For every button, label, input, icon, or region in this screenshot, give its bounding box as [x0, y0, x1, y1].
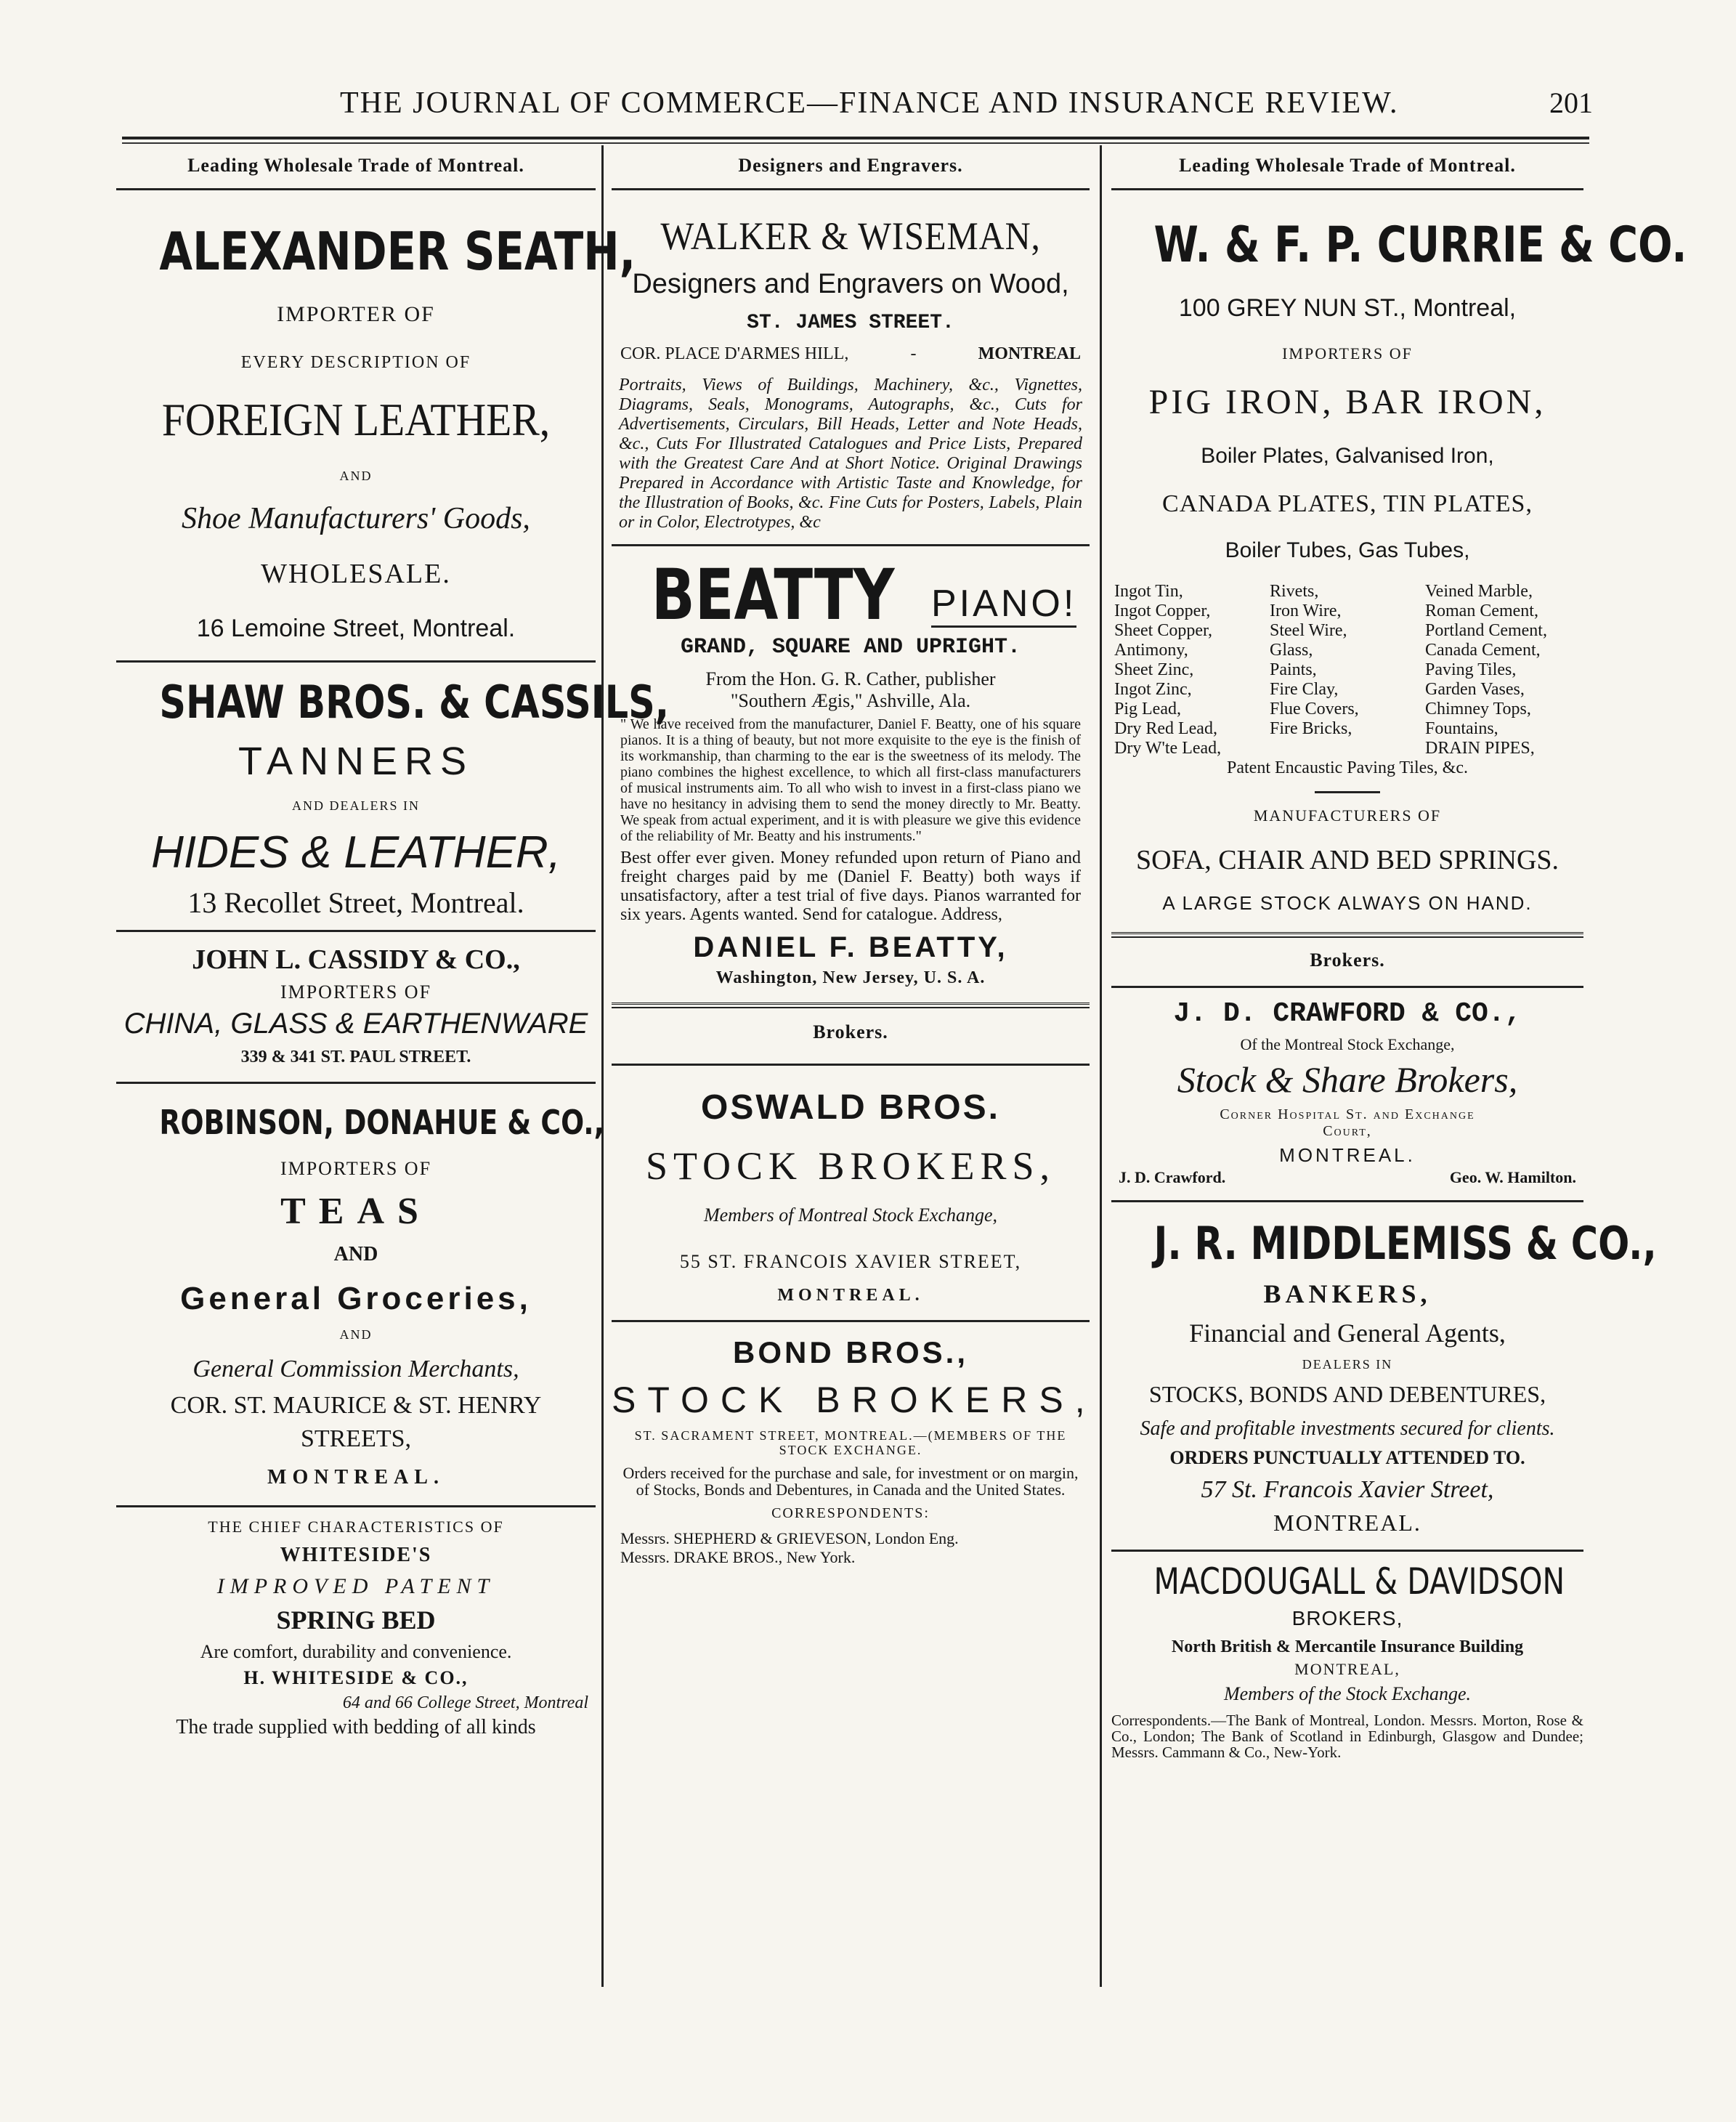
rule	[1111, 986, 1583, 988]
goods-item: Flue Covers,	[1270, 700, 1359, 718]
ad-line: ST. JAMES STREET.	[747, 312, 954, 334]
goods-col-2	[1270, 582, 1425, 758]
ad-line: STREETS,	[300, 1425, 412, 1452]
ad-address: 16 Lemoine Street, Montreal.	[196, 615, 516, 642]
ad-line: MONTREAL.	[1273, 1510, 1421, 1536]
ad-title: JOHN L. CASSIDY & CO.,	[192, 944, 520, 975]
page-number: 201	[1549, 86, 1593, 119]
header-rule	[122, 137, 1589, 139]
ad-line: North British & Mercantile Insurance Building	[1171, 1637, 1524, 1656]
middle-column	[612, 149, 1097, 1567]
goods-item: Steel Wire,	[1270, 621, 1347, 640]
ad-line: Patent Encaustic Paving Tiles, &c.	[1227, 758, 1468, 777]
ad-line: DEALERS IN	[1302, 1357, 1393, 1372]
ad-line: CHINA, GLASS & EARTHENWARE	[123, 1008, 588, 1040]
ad-address: 13 Recollet Street, Montreal.	[187, 886, 524, 919]
ad-address: 64 and 66 College Street, Montreal	[342, 1693, 588, 1712]
ad-body: Orders received for the purchase and sale, for investment or on margin, of Stocks, Bonds and Debentures, in Canada and the United States.	[622, 1464, 1079, 1499]
section-heading: Leading Wholesale Trade of Montreal.	[187, 155, 524, 176]
ad-walker-wiseman	[612, 195, 1090, 532]
ad-line: STOCK BROKERS,	[612, 1380, 1097, 1420]
ad-title: WALKER & WISEMAN,	[660, 214, 1041, 258]
ad-title: J. D. CRAWFORD & CO.,	[1173, 998, 1522, 1029]
column-divider	[601, 145, 604, 1987]
rule	[116, 188, 596, 190]
ad-line: MONTREAL.	[777, 1286, 924, 1305]
ad-line: PIG IRON, BAR IRON,	[1148, 383, 1546, 421]
ad-line: Of the Montreal Stock Exchange,	[1240, 1035, 1455, 1053]
rule	[612, 544, 1090, 546]
ad-title: WHITESIDE'S	[280, 1544, 432, 1566]
ad-line: CANADA PLATES, TIN PLATES,	[1162, 490, 1533, 517]
ad-title: OSWALD BROS.	[700, 1088, 1000, 1127]
rule	[1111, 1550, 1583, 1552]
section-heading: Brokers.	[813, 1021, 888, 1042]
ad-line: Boiler Plates, Galvanised Iron,	[1201, 444, 1494, 468]
ad-line: General Commission Merchants,	[192, 1356, 519, 1382]
ad-line: "Southern Ægis," Ashville, Ala.	[730, 690, 971, 711]
goods-item: Fire Bricks,	[1270, 719, 1352, 738]
ad-line: CORRESPONDENTS:	[771, 1505, 930, 1521]
ad-line: MONTREAL,	[1294, 1660, 1400, 1678]
goods-item: Antimony,	[1114, 641, 1188, 660]
ad-line: HIDES & LEATHER,	[151, 827, 561, 878]
ad-line: Corner Hospital St. and Exchange	[1220, 1106, 1475, 1122]
goods-item: Rivets,	[1270, 582, 1319, 601]
ad-line: STOCKS, BONDS AND DEBENTURES,	[1148, 1381, 1546, 1407]
ad-line: Members of the Stock Exchange.	[1223, 1683, 1472, 1704]
ad-address: 339 & 341 ST. PAUL STREET.	[240, 1048, 471, 1066]
ad-line: BANKERS,	[1263, 1279, 1432, 1308]
ad-line: SOFA, CHAIR AND BED SPRINGS.	[1135, 845, 1559, 875]
goods-item: DRAIN PIPES,	[1425, 739, 1535, 758]
goods-item: Roman Cement,	[1425, 602, 1538, 620]
section-heading: Leading Wholesale Trade of Montreal.	[1179, 155, 1516, 176]
rule	[116, 660, 596, 663]
rule	[612, 1320, 1090, 1322]
ad-line: IMPORTER OF	[277, 302, 435, 326]
ad-line: Financial and General Agents,	[1189, 1319, 1506, 1348]
running-head	[122, 86, 1593, 137]
ad-middlemiss	[1111, 1207, 1657, 1536]
ad-body: Portraits, Views of Buildings, Machinery, &c., Vignettes, Diagrams, Seals, Monograms, Autographs, &c., Cuts for Advertisements, Circulars, Bill Heads, Letter and Note Heads, &c., Cuts For Illustrated Catalogues and Price Lists, Prepared with the Greatest Care And at Short Notice. Original Drawings Prepared in Accordance with Artistic Taste and Knowledge, for the Illustration of Books, &c. Fine Cuts for Posters, Labels, Plain or in Color, Electrotypes, &c	[619, 376, 1082, 532]
ad-partners	[1111, 1168, 1583, 1187]
goods-item: Glass,	[1270, 641, 1313, 660]
rule	[116, 930, 596, 932]
goods-item: Portland Cement,	[1425, 621, 1547, 640]
goods-item: Iron Wire,	[1270, 602, 1342, 620]
ad-line: MONTREAL.	[1279, 1144, 1416, 1166]
goods-item: Canada Cement,	[1425, 641, 1541, 660]
ad-cassidy	[116, 936, 596, 1067]
ad-line: H. WHITESIDE & CO.,	[243, 1667, 469, 1688]
ad-line: THE CHIEF CHARACTERISTICS OF	[208, 1518, 504, 1536]
ad-title: J. R. MIDDLEMISS & CO.,	[1153, 1217, 1657, 1270]
goods-item: Ingot Zinc,	[1114, 680, 1192, 699]
address-part: MONTREAL	[978, 344, 1081, 363]
ad-line: Messrs. SHEPHERD & GRIEVESON, London Eng.	[620, 1529, 959, 1547]
ad-line: AND	[339, 469, 373, 483]
ad-line: EVERY DESCRIPTION OF	[240, 353, 471, 372]
goods-col-1	[1114, 582, 1270, 758]
ad-line: BROKERS,	[1291, 1607, 1403, 1629]
column-divider	[1100, 145, 1102, 1987]
piano-label: PIANO!	[931, 582, 1076, 628]
goods-col-3	[1425, 582, 1581, 758]
ad-line: Shoe Manufacturers' Goods,	[182, 502, 530, 535]
goods-list	[1111, 582, 1583, 758]
ad-line: Court,	[1323, 1123, 1372, 1139]
rule	[1111, 932, 1583, 938]
ad-address	[612, 344, 1090, 364]
ad-line: AND	[339, 1327, 373, 1342]
ad-title: SHAW BROS. & CASSILS,	[159, 676, 670, 729]
ad-crawford	[1111, 992, 1583, 1187]
journal-title: THE JOURNAL OF COMMERCE—FINANCE AND INSURANCE REVIEW.	[340, 86, 1399, 120]
ad-line: MANUFACTURERS OF	[1253, 806, 1442, 825]
rule	[1111, 1200, 1583, 1202]
ad-line: AND	[333, 1243, 378, 1265]
goods-item: Dry Red Lead,	[1114, 719, 1217, 738]
ad-line: Stock & Share Brokers,	[1177, 1059, 1518, 1100]
ad-line: ORDERS PUNCTUALLY ATTENDED TO.	[1169, 1447, 1525, 1468]
ad-bond	[612, 1327, 1097, 1567]
section-heading: Brokers.	[1310, 949, 1385, 971]
ad-line: FOREIGN LEATHER,	[161, 394, 551, 445]
right-column	[1111, 149, 1687, 1761]
ad-oswald	[612, 1070, 1090, 1305]
ad-line: WHOLESALE.	[261, 559, 451, 589]
ad-line: SPRING BED	[276, 1605, 436, 1635]
ad-line: IMPORTERS OF	[1282, 344, 1413, 363]
rule	[116, 1082, 596, 1084]
ad-line: IMPORTERS OF	[280, 1158, 432, 1179]
rule	[612, 1003, 1090, 1008]
ad-title: DANIEL F. BEATTY,	[693, 931, 1008, 963]
goods-item: Sheet Zinc,	[1114, 660, 1194, 679]
ad-whiteside	[116, 1512, 596, 1739]
goods-item: Paints,	[1270, 660, 1317, 679]
ad-line: From the Hon. G. R. Cather, publisher	[705, 668, 996, 689]
ad-line: Members of Montreal Stock Exchange,	[703, 1204, 998, 1226]
ad-line: Safe and profitable investments secured for clients.	[1140, 1417, 1555, 1440]
address-part: COR. PLACE D'ARMES HILL,	[620, 344, 849, 363]
ad-line: Messrs. DRAKE BROS., New York.	[620, 1548, 856, 1566]
ad-line: Designers and Engravers on Wood,	[632, 269, 1069, 299]
partner-name: J. D. Crawford.	[1119, 1168, 1226, 1186]
goods-item: Ingot Tin,	[1114, 582, 1183, 601]
ad-line: AND DEALERS IN	[292, 798, 420, 813]
ad-beatty	[612, 551, 1090, 988]
ad-line: TANNERS	[238, 740, 474, 783]
ad-title: ROBINSON, DONAHUE & CO.,	[159, 1103, 604, 1142]
rule	[116, 1505, 596, 1507]
ad-address: Washington, New Jersey, U. S. A.	[715, 968, 986, 987]
goods-item: Dry W'te Lead,	[1114, 739, 1222, 758]
ad-robinson	[116, 1088, 604, 1489]
header-rule-thin	[122, 142, 1589, 144]
ad-seath	[116, 195, 636, 643]
ad-line: ST. SACRAMENT STREET, MONTREAL.—(MEMBERS OF THE STOCK EXCHANGE.	[634, 1428, 1067, 1457]
left-column	[116, 149, 670, 1739]
ad-title: MACDOUGALL & DAVIDSON	[1153, 1560, 1565, 1603]
ad-line: Boiler Tubes, Gas Tubes,	[1225, 538, 1470, 562]
address-part: -	[910, 344, 917, 363]
goods-item: Ingot Copper,	[1114, 602, 1211, 620]
ad-title: ALEXANDER SEATH,	[159, 221, 636, 282]
ad-line: Are comfort, durability and convenience.	[200, 1641, 512, 1662]
beatty-masthead	[612, 554, 1090, 636]
ad-address: 55 ST. FRANCOIS XAVIER STREET,	[679, 1251, 1022, 1272]
ad-address: 100 GREY NUN ST., Montreal,	[1178, 294, 1517, 322]
ad-address: 57 St. Francois Xavier Street,	[1201, 1476, 1494, 1503]
ad-shaw	[116, 667, 670, 920]
partner-name: Geo. W. Hamilton.	[1449, 1168, 1576, 1186]
ad-line: GRAND, SQUARE AND UPRIGHT.	[680, 635, 1021, 660]
goods-item: Chimney Tops,	[1425, 700, 1531, 718]
section-heading: Designers and Engravers.	[738, 155, 963, 176]
goods-item: Veined Marble,	[1425, 582, 1533, 601]
goods-item	[1270, 739, 1425, 758]
ad-line: The trade supplied with bedding of all kinds	[176, 1716, 536, 1738]
rule	[612, 188, 1090, 190]
ad-quote: " We have received from the manufacturer, Daniel F. Beatty, one of his square pianos. It is a thing of beauty, but not more exquisite to the eye is the finish of its workmanship, than charming to the ear is the sweetness of its melody. The piano combines the highest excellence, to which all first-class manufacturers of musical instruments aim. To all who wish to invest in a first-class piano we have no hesitancy in advising them to send the money directly to Mr. Beatty. We speak from actual experiment, and it is with pleasure we give this evidence of the reliability of Mr. Beatty and his instruments."	[620, 716, 1081, 844]
goods-item: Garden Vases,	[1425, 680, 1525, 699]
ad-title: W. & F. P. CURRIE & CO.	[1153, 216, 1687, 274]
ad-line: IMPROVED PATENT	[216, 1574, 495, 1598]
ad-currie	[1111, 195, 1687, 915]
ad-macdougall	[1111, 1556, 1583, 1760]
ad-body: Best offer ever given. Money refunded upon return of Piano and freight charges paid by me (Daniel F. Beatty) both ways if unsatisfactory, after a test trial of five days. Pianos warranted for six years. Agents wanted. Send for catalogue. Address,	[620, 849, 1081, 924]
goods-item: Pig Lead,	[1114, 700, 1181, 718]
beatty-brand: BEATTY	[651, 554, 895, 636]
goods-item: Sheet Copper,	[1114, 621, 1213, 640]
ad-title: BOND BROS.,	[732, 1335, 968, 1369]
ad-line: STOCK BROKERS,	[645, 1144, 1056, 1188]
ad-line: COR. ST. MAURICE & ST. HENRY	[170, 1392, 542, 1419]
goods-item: Fire Clay,	[1270, 680, 1339, 699]
rule	[1111, 188, 1583, 190]
ad-line: TEAS	[280, 1191, 431, 1232]
ad-line: MONTREAL.	[267, 1466, 445, 1489]
rule	[612, 1064, 1090, 1066]
goods-item: Fountains,	[1425, 719, 1498, 738]
ad-line: General Groceries,	[180, 1281, 532, 1316]
rule	[1315, 791, 1380, 793]
ad-line: IMPORTERS OF	[280, 981, 432, 1003]
ad-body: Correspondents.—The Bank of Montreal, London. Messrs. Morton, Rose & Co., London; The Bank of Scotland in Edinburgh, Glasgow and Dundee; Messrs. Cammann & Co., New-York.	[1111, 1712, 1583, 1761]
ad-line: A LARGE STOCK ALWAYS ON HAND.	[1162, 892, 1533, 914]
goods-item: Paving Tiles,	[1425, 660, 1517, 679]
